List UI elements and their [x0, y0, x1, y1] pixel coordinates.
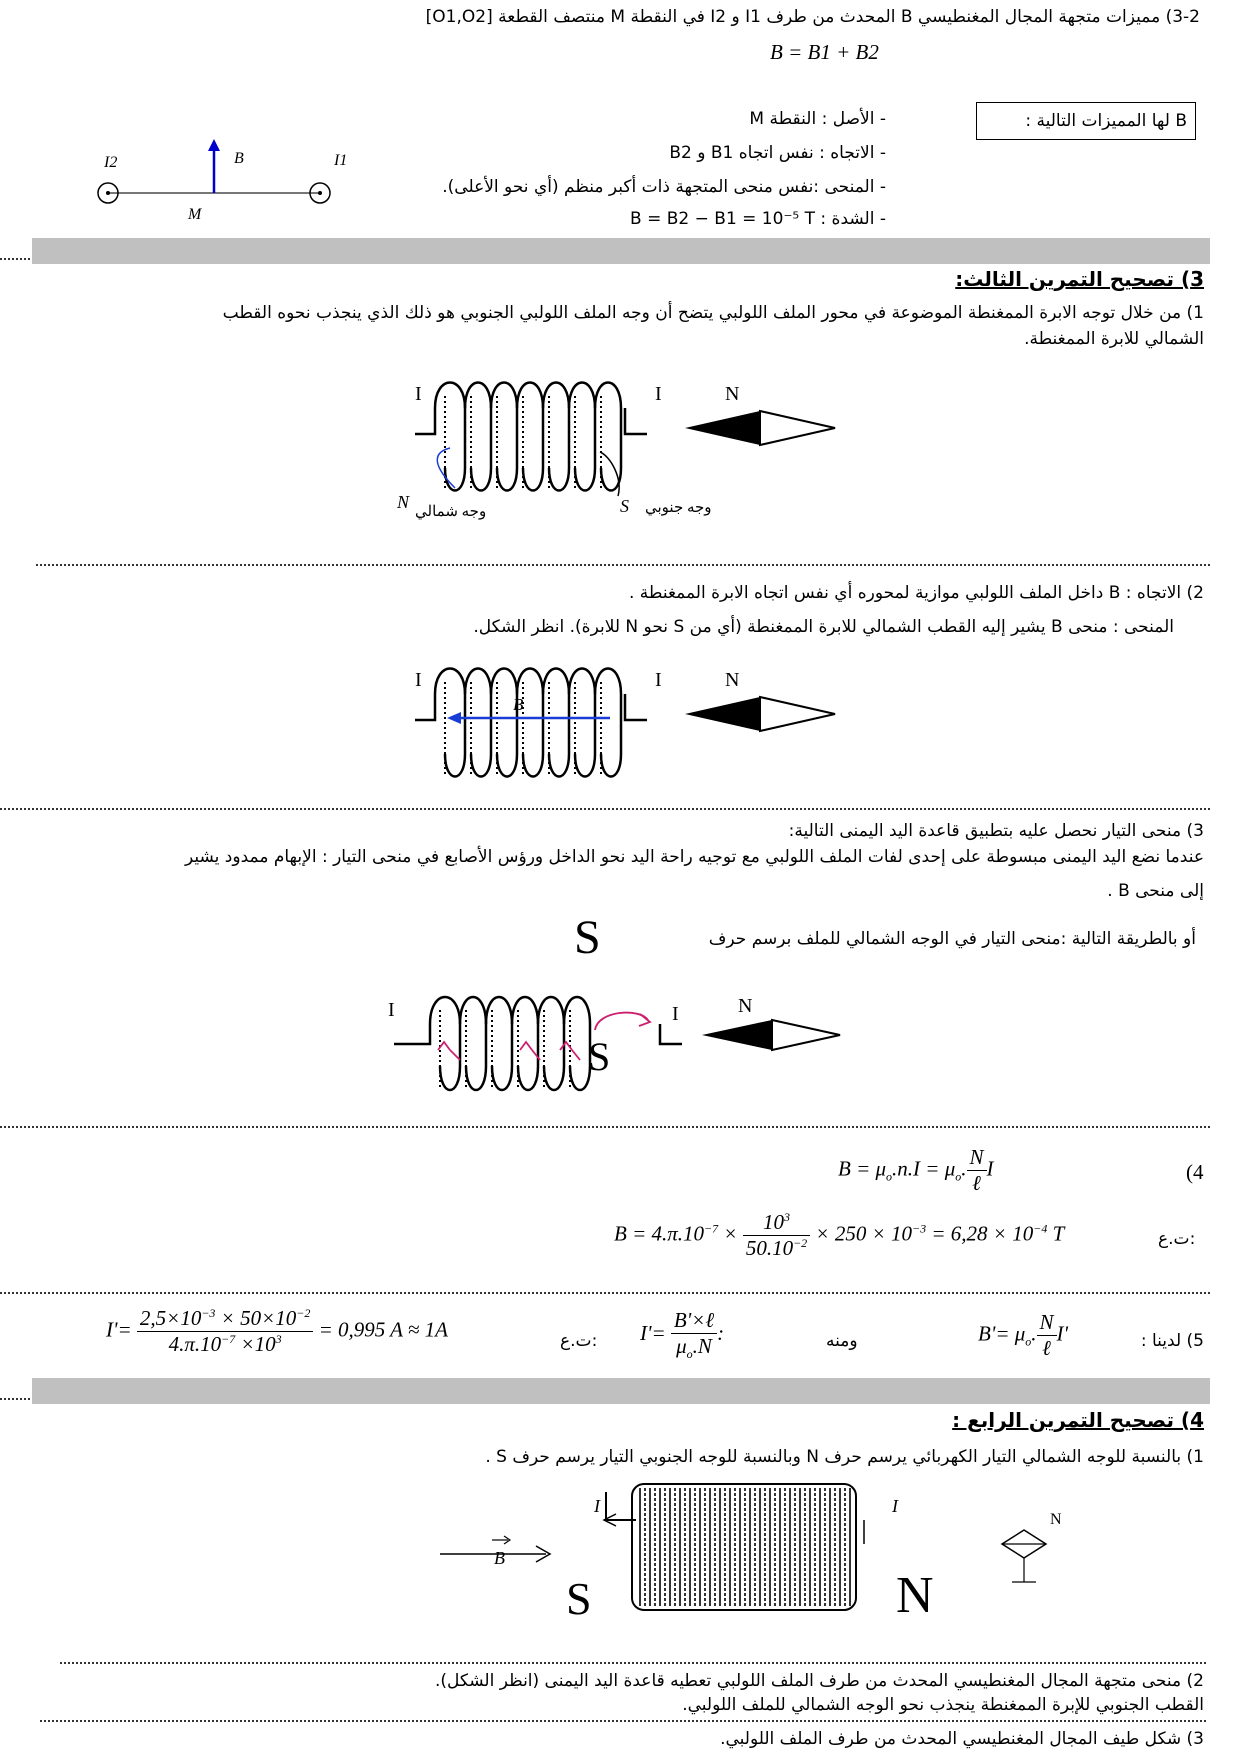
b-sense: - المنحى :نفس منحى المتجهة ذات أكبر منظم (أي نحو الأعلى).: [442, 177, 886, 197]
ex3-q5-label: 5) لدينا :: [1140, 1331, 1204, 1351]
fig2-b-label: B: [513, 695, 524, 714]
dense-coil: [632, 1484, 856, 1610]
label-b: B: [234, 150, 244, 167]
ex3-q5-app-label: ت.ع:: [560, 1331, 598, 1351]
ex3-q3-line4: أو بالطريقة التالية :منحى التيار في الوجه الشمالي للملف برسم حرف: [708, 929, 1196, 949]
separator: [0, 1126, 1210, 1128]
grey-band: [32, 1378, 1210, 1404]
fig1-north-letter: N: [397, 492, 410, 512]
fig3-needle-n: N: [738, 995, 753, 1017]
b-origin: - الأصل : النقطة M: [749, 109, 886, 129]
ex3-q1-line1: 1) من خلال توجه الابرة الممغنطة الموضوعة في محور الملف اللولبي يتضح أن وجه الملف اللولبي الجنوبي هو ذلك الذي ينجذب نحوه القطب: [222, 303, 1204, 323]
needle-north-half: [685, 697, 760, 731]
ex4-q2-line2: القطب الجنوبي للإبرة الممغنطة ينجذب نحو الوجه الشمالي للملف اللولبي.: [682, 1695, 1204, 1715]
fig1-south-letter: S: [620, 496, 629, 516]
b-sum-formula: B = B1 + B2: [770, 40, 879, 64]
part32-title: 3-2) مميزات متجهة المجال المغنطيسي B المحدث من طرف I1 و I2 في النقطة M منتصف القطعة [O1,O2]: [425, 7, 1200, 27]
ex3-q5-f2-render: I'= $\frac{\text{B'×ℓ}}{\mu_o.N}$ :: [640, 1308, 725, 1362]
fig1-i-left: I: [415, 383, 422, 405]
ex3-q3-line2: عندما نضع اليد اليمنى مبسوطة على إحدى لفات الملف اللولبي مع توجيه راحة اليد نحو الداخل ورؤس الأصابع في منحى التيار : الإبهام ممدود يشير: [185, 847, 1204, 867]
ex3-q2-line2: المنحى : منحى B يشير إليه القطب الشمالي للابرة الممغنطة (أي من S نحو N للابرة). انظر الشكل.: [473, 617, 1174, 637]
b-direction: - الاتجاه : نفس اتجاه B1 و B2: [669, 143, 886, 163]
separator: [36, 564, 1210, 566]
ex4-i-right: I: [892, 1496, 898, 1516]
s-letter-symbol: S: [574, 911, 601, 964]
ex3-q2-line1: 2) الاتجاه : B داخل الملف اللولبي موازية لمحوره أي نفس اتجاه الابرة الممغنطة .: [628, 583, 1204, 603]
ex4-q1: 1) بالنسبة للوجه الشمالي التيار الكهربائي يرسم حرف N وبالنسبة للوجه الجنوبي التيار يرسم حرف S .: [485, 1447, 1204, 1467]
needle-south-half: [760, 697, 835, 731]
fig3-i-left: I: [388, 999, 395, 1021]
needle-south-half: [772, 1020, 840, 1050]
ex3-q3-line1: 3) منحى التيار نحصل عليه بتطبيق قاعدة اليد اليمنى التالية:: [788, 821, 1204, 841]
fig1-i-right: I: [655, 383, 662, 405]
label-i1: I1: [334, 152, 348, 169]
ex3-q5-wa: ومنه: [826, 1331, 858, 1351]
fig1-needle-n: N: [725, 383, 740, 405]
solenoid-figure-1: [395, 368, 865, 538]
fig3-s: S: [588, 1034, 611, 1079]
ex3-q4-app-label: ت.ع:: [1158, 1229, 1196, 1249]
separator: [0, 1292, 1210, 1294]
ex3-q4-app-render: $B = 4.\pi.10^{-7}$ × $\frac{10^3}{50.10^{-2}}$ × $250 \times 10^{-3} = 6,28 \times 10^{-4}$ T: [614, 1210, 1065, 1260]
b-properties-box: [976, 102, 1196, 140]
label-m: M: [188, 206, 202, 223]
ex3-q3-line3: إلى منحى B .: [1107, 881, 1204, 901]
ex3-q5-app-render: I'= $\frac{2,5\times 10^{-3} \times 50\times 10^{-2}}{4.\pi.10^{-7} \times 10^3}$ = 0,995 A ≈ 1A: [106, 1306, 448, 1356]
ex4-needle-n: N: [1050, 1511, 1062, 1528]
box-label: B لها المميزات التالية :: [1025, 111, 1187, 131]
fig2-i-right: I: [655, 669, 662, 691]
separator: [40, 1720, 1206, 1722]
label-i2: I2: [104, 154, 118, 171]
solenoid-figure-3: [390, 980, 870, 1100]
ex4-q2-line1: 2) منحى متجهة المجال المغنطيسي المحدث من طرف الملف اللولبي تعطيه قاعدة اليد اليمنى (انظر الشكل).: [434, 1671, 1204, 1691]
ex4-b-label: B: [494, 1548, 505, 1568]
separator: [0, 808, 1210, 810]
ex4-q3: 3) شكل طيف المجال المغنطيسي المحدث من طرف الملف اللولبي.: [720, 1729, 1204, 1749]
fig3-i-right: I: [672, 1003, 679, 1025]
ex4-heading: 4) تصحيح التمرين الرابع :: [952, 1408, 1204, 1432]
two-wires-figure: [80, 135, 370, 225]
ex3-heading: 3) تصحيح التمرين الثالث:: [955, 267, 1204, 291]
ex3-q1-line2: الشمالي للابرة الممغنطة.: [1024, 329, 1204, 349]
separator: [60, 1662, 1206, 1664]
fig2-needle-n: N: [725, 669, 740, 691]
fig1-south-face: وجه جنوبي: [645, 500, 712, 516]
needle-north-half: [702, 1020, 772, 1050]
fig1-north-face: وجه شمالي: [415, 504, 487, 520]
needle-north-half: [685, 411, 760, 445]
solenoid-figure-2: [395, 654, 865, 794]
b-magnitude: - الشدة : B = B2 − B1 = 10⁻⁵ T: [630, 209, 886, 229]
ex3-q4-formula-render: $B = \mu_o.n.I = \mu_o$. $\frac{N}{\text{ℓ}}$ I: [838, 1145, 994, 1195]
ex4-n-letter: N: [896, 1567, 934, 1624]
ex3-q5-f1-render: $B'= \mu_o$. $\frac{N}{\text{ℓ}}$ I': [978, 1310, 1069, 1360]
fig2-i-left: I: [415, 669, 422, 691]
ex4-figure: [436, 1472, 1136, 1622]
ex4-s-letter: S: [566, 1573, 592, 1624]
needle-south-half: [760, 411, 835, 445]
grey-band: [32, 238, 1210, 264]
ex4-i-left: I: [594, 1496, 600, 1516]
ex3-q4-num: (4: [1186, 1160, 1204, 1184]
